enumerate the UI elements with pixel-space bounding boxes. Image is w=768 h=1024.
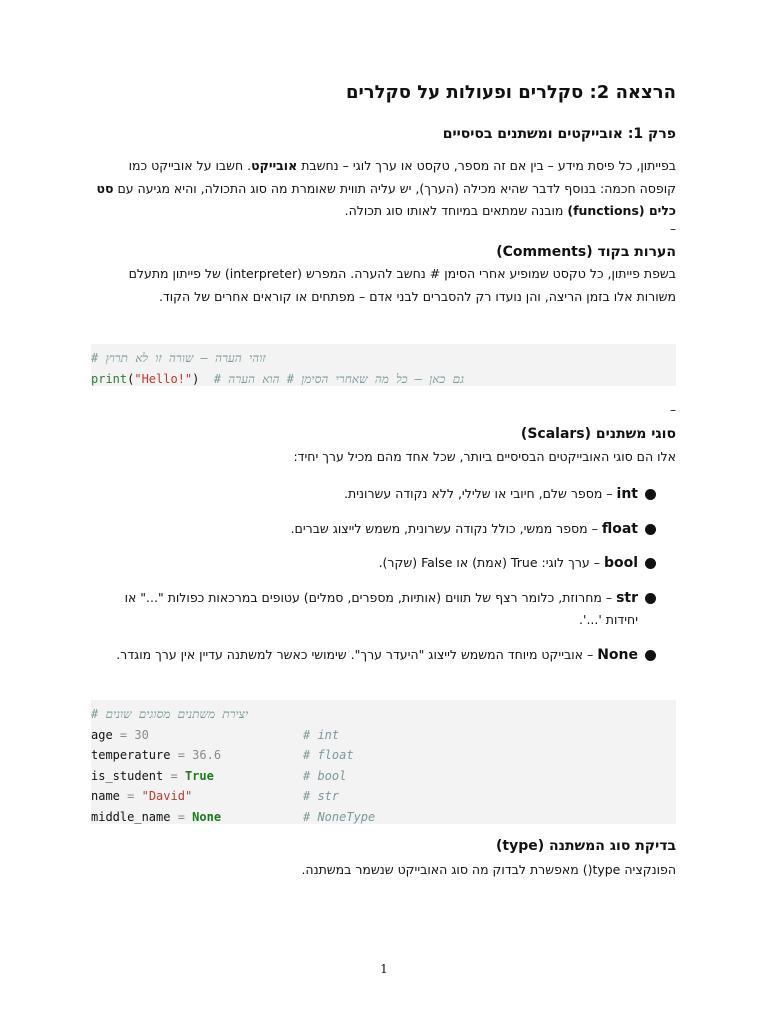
code-line: print("Hello!") # גם כאן – כל מה שאחרי הסימן # הוא הערה: [91, 371, 465, 386]
list-item: float – מספר ממשי, כולל נקודה עשרונית, משמש לייצוג שברים.: [91, 518, 676, 541]
list-item: int – מספר שלם, חיובי או שלילי, ללא נקודה עשרונית.: [91, 483, 676, 506]
section2-heading: הערות בקוד (Comments): [496, 244, 676, 260]
section4-paragraph: הפונקציה type() מאפשרת לבדוק מה סוג האובייקט שנשמר במשתנה.: [301, 862, 676, 877]
section2-paragraph: בשפת פייתון, כל טקסט שמופיע אחרי הסימן # נחשב להערה. המפרש (interpreter) של פייתון מתעלם משורות אלו בזמן הריצה, והן נועדו רק להסברים לבני אדם – מפתחים או קוראים אחרים של הקוד.: [128, 266, 676, 304]
section3-intro: אלו הם סוגי האובייקטים הבסיסיים ביותר, שכל אחד מהם מכיל ערך יחיד:: [293, 449, 676, 464]
list-item: bool – ערך לוגי: True (אמת) או False (שקר).: [91, 552, 676, 575]
bullet-icon: [645, 524, 656, 535]
bold-term-toolset: סט כלים (functions): [96, 180, 676, 218]
bullet-icon: [645, 650, 656, 661]
bullet-icon: [645, 558, 656, 569]
bullet-icon: [645, 593, 656, 604]
page-number: 1: [380, 962, 388, 976]
code-block-variables: [91, 700, 676, 824]
scalar-types-list: [91, 483, 676, 666]
section4-heading: בדיקת סוג המשתנה (type): [496, 838, 676, 854]
code-line: # יצירת משתנים מסוגים שונים: [91, 707, 249, 721]
code-line: # זוהי הערה – שורה זו לא תרוץ: [91, 351, 266, 365]
list-item: None – אובייקט מיוחד המשמש לייצוג "היעדר ערך". שימושי כאשר למשתנה עדיין אין ערך מוגדר.: [91, 644, 676, 667]
section1-paragraph: בפייתון, כל פיסת מידע – בין אם זה מספר, טקסט או ערך לוגי – נחשבת אובייקט. חשבו על אובייקט כמו קופסה חכמה: בנוסף לדבר שהיא מכילה (הערך), יש עליה תווית שאומרת מה סוג התכולה, והיא מגיעה עם סט כלים (functions) מובנה שמתאים במיוחד לאותו סוג תכולה.: [96, 158, 676, 218]
section-dash: –: [670, 222, 676, 236]
code-line: age = 30 # int: [91, 727, 340, 742]
code-line: middle_name = None # NoneType: [91, 809, 376, 824]
bullet-icon: [645, 489, 656, 500]
list-item: str – מחרוזת, כלומר רצף של תווים (אותיות, מספרים, סמלים) עטופים במרכאות כפולות "..." או יחידות '...'.: [91, 587, 676, 632]
code-line: name = "David" # str: [91, 789, 340, 803]
page-title: הרצאה 2: סקלרים ופעולות על סקלרים: [345, 82, 676, 103]
bold-term-object: אובייקט: [251, 158, 298, 173]
code-line: is_student = True # bool: [91, 768, 347, 783]
code-block-comments: [91, 344, 676, 386]
section3-heading: סוגי משתנים (Scalars): [520, 426, 676, 442]
section1-heading: פרק 1: אובייקטים ומשתנים בסיסיים: [442, 126, 676, 142]
code-line: temperature = 36.6 # float: [91, 748, 354, 762]
section-dash: –: [670, 403, 676, 417]
